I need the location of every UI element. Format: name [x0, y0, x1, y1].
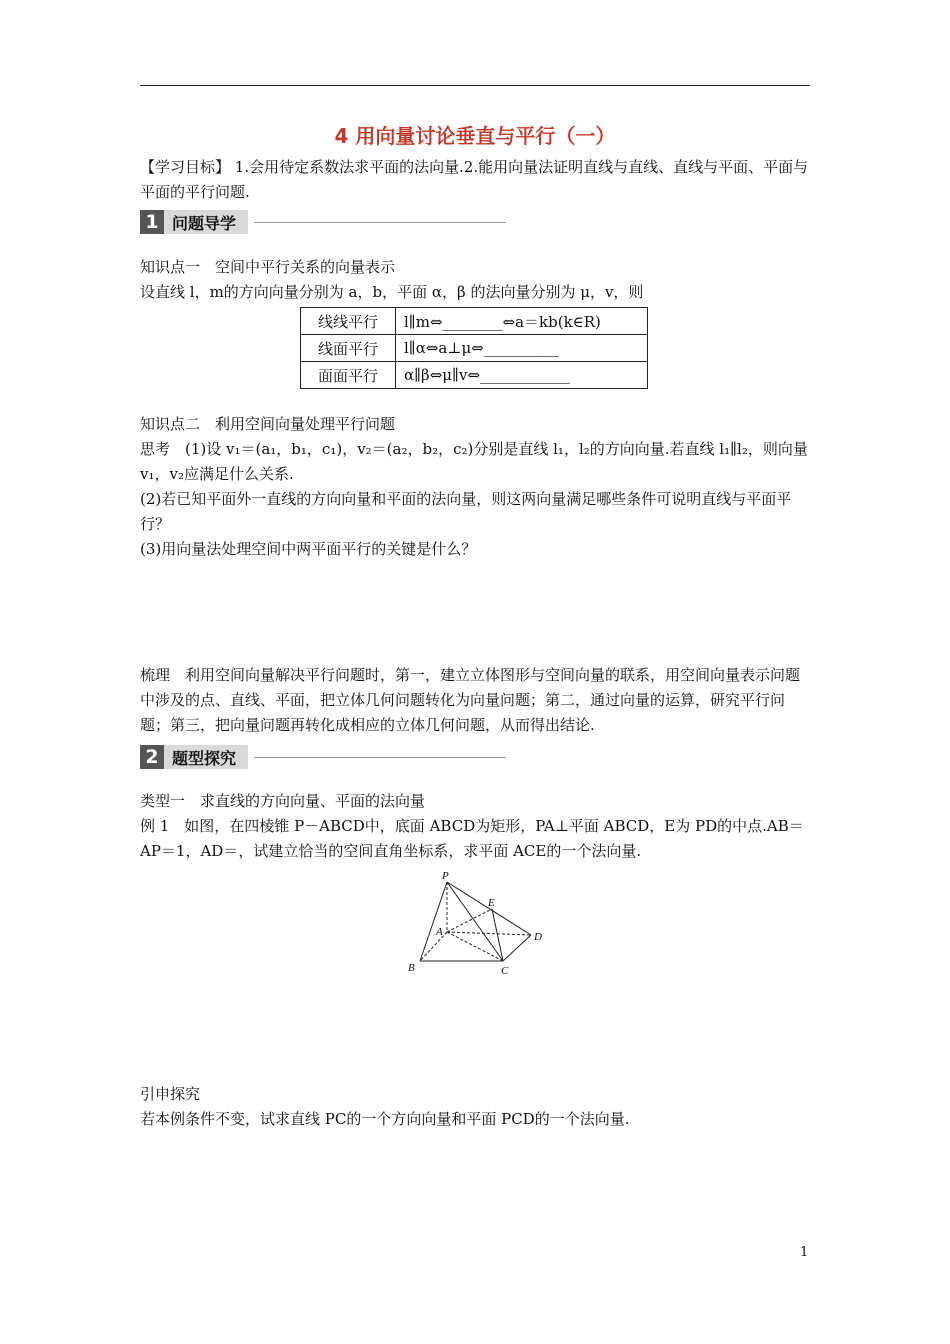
- edge-PB: [420, 882, 447, 961]
- label-E: E: [488, 897, 495, 909]
- relation-name: 面面平行: [301, 362, 396, 389]
- type1-title: 类型一 求直线的方向向量、平面的法向量: [140, 792, 426, 810]
- section-header-1: [140, 210, 506, 234]
- relation-name: 线面平行: [301, 335, 396, 362]
- kp1-title: 知识点一 空间中平行关系的向量表示: [140, 258, 396, 276]
- table-row: [301, 335, 648, 362]
- kp1-intro: 设直线 l，m的方向向量分别为 a，b，平面 α，β 的法向量分别为 μ，v，则: [140, 283, 644, 301]
- knowledge-point-2: [140, 412, 812, 562]
- section-number: 1: [140, 210, 164, 234]
- type-one: [140, 789, 812, 864]
- page-title: 4 用向量讨论垂直与平行（一）: [334, 124, 616, 148]
- section-label: 题型探究: [164, 745, 248, 769]
- example-1: 例 1 如图，在四棱锥 P－ABCD中，底面 ABCD为矩形，PA⊥平面 ABCD，E为 PD的中点.AB＝AP＝1，AD＝，试建立恰当的空间直角坐标系，求平面 ACE的一个法向量.: [140, 817, 804, 860]
- relation-expr: α∥β⇔μ∥v⇔____________: [396, 362, 648, 389]
- summary-paragraph: 梳理 利用空间向量解决平行问题时，第一，建立立体图形与空间向量的联系，用空间向量表示问题中涉及的点、直线、平面，把立体几何问题转化为向量问题；第二，通过向量的运算，研究平行问题；第三，把向量问题再转化成相应的立体几何问题，从而得出结论.: [140, 666, 801, 734]
- section-rule: [254, 222, 506, 223]
- edge-AB: [420, 932, 447, 961]
- edge-AE: [447, 909, 492, 932]
- relation-name: 线线平行: [301, 308, 396, 335]
- pyramid-figure: [400, 868, 550, 978]
- label-B: B: [408, 962, 415, 974]
- parallel-relation-table: [300, 307, 648, 389]
- label-A: A: [436, 926, 443, 938]
- section-rule: [254, 757, 506, 758]
- table-row: [301, 362, 648, 389]
- label-C: C: [501, 965, 509, 977]
- edge-CD: [503, 935, 531, 961]
- table-row: [301, 308, 648, 335]
- goal-label: 【学习目标】: [140, 158, 231, 176]
- relation-expr: l∥m⇔________⇔a＝kb(k∈R): [396, 308, 648, 335]
- learning-goal: [140, 155, 812, 205]
- section-label: 问题导学: [164, 210, 248, 234]
- knowledge-point-1: [140, 255, 812, 305]
- edge-AC: [447, 932, 503, 961]
- goal-text: 1.会用待定系数法求平面的法向量.2.能用向量法证明直线与直线、直线与平面、平面与平面的平行问题.: [140, 158, 809, 201]
- think-question-3: (3)用向量法处理空间中两平面平行的关键是什么？: [140, 540, 477, 558]
- label-D: D: [534, 931, 542, 943]
- section-header-2: [140, 745, 506, 769]
- page-number: 1: [800, 1245, 809, 1260]
- header-rule: [140, 85, 810, 86]
- section-number: 2: [140, 745, 164, 769]
- extension-title: 引申探究: [140, 1085, 201, 1103]
- kp2-title: 知识点二 利用空间向量处理平行问题: [140, 415, 396, 433]
- edge-AD: [447, 932, 531, 935]
- think-question-1: 思考 (1)设 v₁＝(a₁，b₁，c₁)，v₂＝(a₂，b₂，c₂)分别是直线 l₁，l₂的方向向量.若直线 l₁∥l₂，则向量 v₁，v₂应满足什么关系.: [140, 440, 808, 483]
- extension-text: 若本例条件不变，试求直线 PC的一个方向向量和平面 PCD的一个法向量.: [140, 1110, 630, 1128]
- think-question-2: (2)若已知平面外一直线的方向向量和平面的法向量，则这两向量满足哪些条件可说明直线与平面平行？: [140, 490, 792, 533]
- label-P: P: [442, 870, 449, 882]
- extension: [140, 1082, 812, 1132]
- relation-expr: l∥α⇔a⊥μ⇔__________: [396, 335, 648, 362]
